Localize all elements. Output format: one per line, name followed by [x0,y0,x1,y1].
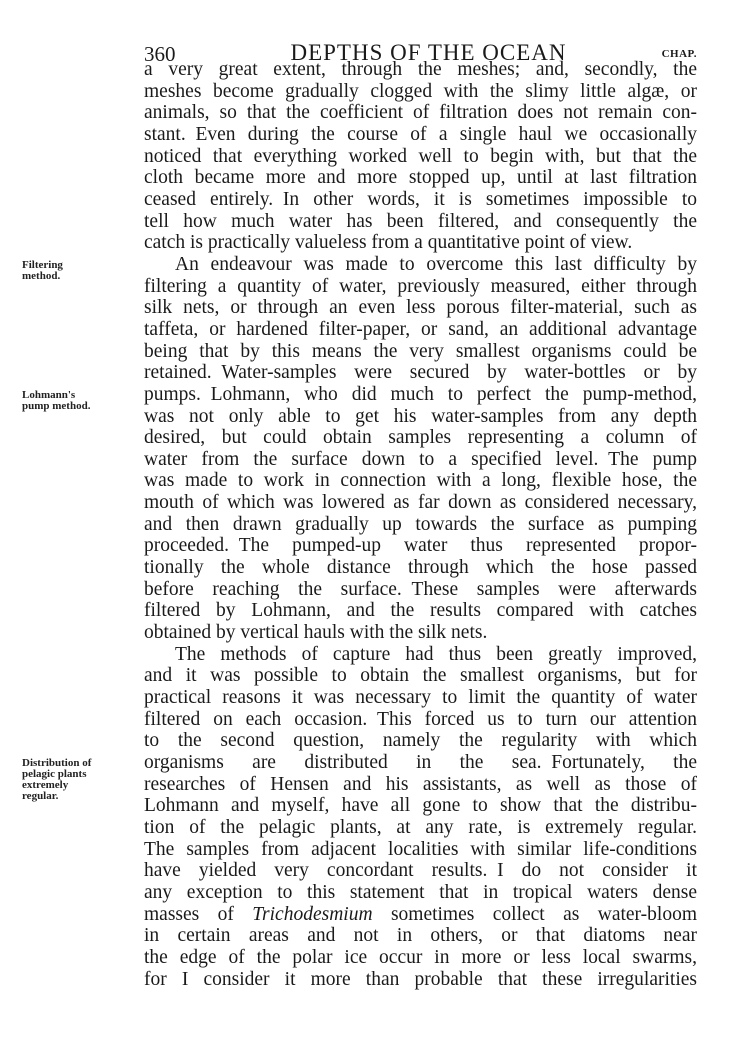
text-line: The samples from adjacent localities with similar life-conditions [144,838,697,860]
margin-note-line: method. [22,270,61,283]
text-segment: masses of [144,903,253,925]
text-line: tell how much water has been filtered, and consequently the [144,210,697,232]
text-line: water from the surface down to a specified level. The pump [144,448,697,470]
margin-note-line: pump method. [22,400,91,413]
text-line: meshes become gradually clogged with the slimy little algæ, or [144,80,697,102]
text-line: practical reasons it was necessary to limit the quantity of water [144,687,697,709]
text-line: was made to work in connection with a long, flexible hose, the [144,470,697,492]
text-line: to the second question, namely the regularity with which [144,730,697,752]
text-line: mouth of which was lowered as far down as considered necessary, [144,492,697,514]
margin-note-line: Distribution of [22,757,92,770]
text-line: before reaching the surface. These samples were afterwards [144,578,697,600]
text-line: in certain areas and not in others, or that diatoms near [144,925,697,947]
margin-note-line: extremely [22,779,69,792]
text-line: was not only able to get his water-samples from any depth [144,405,697,427]
text-line: animals, so that the coefficient of filtration does not remain con- [144,102,697,124]
margin-note [22,260,140,282]
margin-note-line: Filtering [22,259,63,272]
italic-term: Trichodesmium [252,903,373,925]
text-line: tion of the pelagic plants, at any rate, is extremely regular. [144,816,697,838]
text-line: noticed that everything worked well to begin with, but that the [144,145,697,167]
text-line: any exception to this statement that in tropical waters dense [144,881,697,903]
text-line: stant. Even during the course of a single haul we occasionally [144,123,697,145]
margin-note-line: regular. [22,790,59,803]
text-line: and then drawn gradually up towards the surface as pumping [144,513,697,535]
margin-note-line: Lohmann's [22,389,76,402]
text-line: the edge of the polar ice occur in more or less local swarms, [144,946,697,968]
text-line: filtering a quantity of water, previously measured, either through [144,275,697,297]
text-line: retained. Water-samples were secured by water-bottles or by [144,362,697,384]
text-segment: sometimes collect as water-bloom [372,903,697,925]
body-text [144,59,697,990]
text-line: researches of Hensen and his assistants, as well as those of [144,773,697,795]
text-line: The methods of capture had thus been greatly improved, [175,643,697,665]
text-line: being that by this means the very smallest organisms could be [144,340,697,362]
margin-note-line: pelagic plants [22,768,87,781]
text-line: pumps. Lohmann, who did much to perfect the pump-method, [144,383,697,405]
margin-note [22,390,140,412]
text-line: a very great extent, through the meshes; and, secondly, the [144,59,697,80]
text-line: filtered by Lohmann, and the results compared with catches [144,600,697,622]
chapter-label: CHAP. [661,48,697,60]
text-line: for I consider it more than probable that these irregularities [144,968,697,990]
text-line: filtered on each occasion. This forced us to turn our attention [144,708,697,730]
text-line: cloth became more and more stopped up, until at last filtration [144,167,697,189]
text-line: have yielded very concordant results. I do not consider it [144,860,697,882]
text-line: ceased entirely. In other words, it is sometimes impossible to [144,188,697,210]
text-line: obtained by vertical hauls with the silk nets. [144,622,488,644]
text-line: taffeta, or hardened filter-paper, or sand, an additional advantage [144,318,697,340]
margin-note [22,758,140,802]
running-title: DEPTHS OF THE OCEAN [290,40,567,65]
text-line: An endeavour was made to overcome this last difficulty by [175,253,697,275]
text-line [144,904,697,926]
text-line: and it was possible to obtain the smallest organisms, but for [144,665,697,687]
text-line: organisms are distributed in the sea. Fortunately, the [144,752,697,773]
text-line: Lohmann and myself, have all gone to show that the distribu- [144,795,697,817]
text-line: proceeded. The pumped-up water thus represented propor- [144,535,697,557]
text-line: desired, but could obtain samples representing a column of [144,427,697,449]
text-line: tionally the whole distance through which the hose passed [144,557,697,579]
text-line: catch is practically valueless from a quantitative point of view. [144,232,633,254]
text-line: silk nets, or through an even less porous filter-material, such as [144,297,697,319]
page-number: 360 [144,42,176,66]
